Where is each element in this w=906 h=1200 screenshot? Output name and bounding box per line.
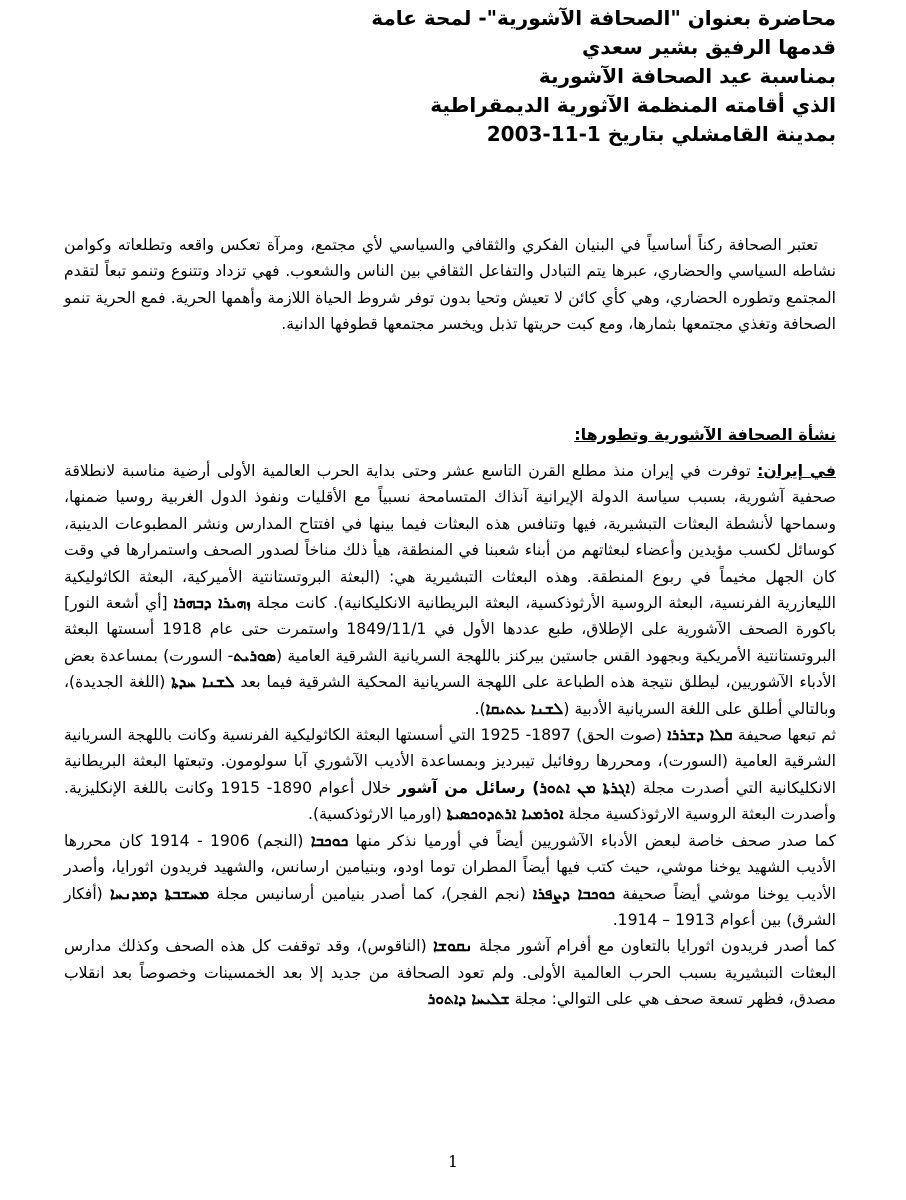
intro-paragraph: تعتبر الصحافة ركناً أساسياً في البنيان الفكري والثقافي والسياسي لأي مجتمع، ومرآة تعكس واقعه وتطلعاته وكوامن نشاطه السياسي والحضاري، عبرها يتم التبادل والتفاعل الثقافي بين الناس والشعوب. فهي تزداد وتتنوع وتنمو تبعاً لتقدم المجتمع وتطوره الحضاري، وهي كأي كائن لا تعيش وتحيا بدون توفر شروط الحياة اللازمة وأهمها الحرية. فمع الحرية تنمو الصحافة وتغذي مجتمعها بثمارها، ومع كبت حريتها تذبل ويخسر مجتمعها قطوفها الدانية. [64, 236, 836, 334]
syriac-title-eastern-thoughts: ܡܚܫܒܬܐ ܕܡܕܢܚܐ [109, 883, 210, 903]
syriac-title-shliha: ܫܠܝܚܐ ܕܐܬܘܪ [427, 989, 510, 1009]
syriac-title-letters-from-assyria: ܐܓܪܬܐ ܡܢ ܐܬܘܪ [539, 777, 630, 797]
lecture-title: محاضرة بعنوان "الصحافة الآشورية"- لمحة عامة [371, 6, 836, 30]
lecture-presenter: قدمها الرفيق بشير سعدي [581, 35, 836, 59]
syriac-title-kokhva: ܟܘܟܒܐ [310, 830, 349, 850]
syriac-title-kokhva-dsafra: ܟܘܟܒܐ ܕܨܦܪܐ [532, 883, 616, 903]
syriac-title-zahrire: ܙܗܝܪܐ ܕܒܗܪܐ [173, 593, 251, 613]
section-heading: نشأة الصحافة الآشورية وتطورها: [574, 425, 836, 444]
lecture-date: بمدينة القامشلي بتاريخ 1-11-2003 [486, 122, 836, 146]
iran-paragraph-3: كما صدر صحف خاصة لبعض الأدباء الآشوريين أيضاً في أورميا نذكر منها ܟܘܟܒܐ (النجم) 1906 - 1914 كان محررها الأديب الشهيد يوخنا موشي، حيث كتب فيها أيضاً المطران توما اودو، وبنيامين ارسانس، والشهيد فريدون اثورايا، وأصدر الأديب يوخنا موشي أيضاً صحيفة ܟܘܟܒܐ ܕܨܦܪܐ (نجم الفجر)، كما أصدر بنيامين أرسانيس مجلة ܡܚܫܒܬܐ ܕܡܕܢܚܐ (أفكار الشرق) بين أعوام 1913 – 1914. [64, 830, 837, 929]
page-number: 1 [447, 1152, 459, 1171]
lecture-occasion: بمناسبة عيد الصحافة الآشورية [538, 64, 836, 88]
lecture-organizer: الذي أقامته المنظمة الآثورية الديمقراطية [430, 93, 836, 117]
lecture-header [371, 4, 836, 149]
syriac-term-soureth: ܣܘܪܝܬ [233, 645, 277, 665]
syriac-title-naqusha: ܢܩܘܫܐ [433, 936, 473, 956]
iran-paragraph-2: ثم تبعها صحيفة ܩܠܐ ܕܫܪܪܐ (صوت الحق) 1897- 1925 التي أسستها البعثة الكاثوليكية الفرنسية وكانت باللهجة السريانية الشرقية العامية (السورت)، ومحررها روفائيل تيبرديز وبمساعدة الأديب الآشوري آبا سولومون. وتبعتها البعثة البريطانية الانكليكانية التي أصدرت مجلة (ܐܓܪܬܐ ܡܢ ܐܬܘܪ) رسائل من آشور خلال أعوام 1890- 1915 وكانت باللغة الإنكليزية. وأصدرت البعثة الروسية الارثوذكسية مجلة ܐܘܪܡܝܐ ܐܪܬܕܘܟܣܝܬܐ (اورميا الارثوذكسية). [64, 725, 837, 824]
iran-section [64, 458, 836, 1013]
syriac-term-new-language: ܠܫܢܐ ܚܕܬܐ [171, 672, 235, 692]
iran-paragraph-4: كما أصدر فريدون اثورايا بالتعاون مع أفرام آشور مجلة ܢܩܘܫܐ (الناقوس)، وقد توقفت كل هذه الصحف وكذلك مدارس البعثات التبشيرية بسبب الحرب العالمية الأولى. ولم تعود الصحافة من جديد إلا بعد الخمسينات وخصوصاً بعد انقلاب مصدق، فظهر تسعة صحف هي على التوالي: مجلة ܫܠܝܚܐ ܕܐܬܘܪ [64, 936, 836, 1009]
syriac-title-qala-dshrara: ܩܠܐ ܕܫܪܪܐ [667, 725, 733, 745]
iran-paragraph-1: في إيران: توفرت في إيران منذ مطلع القرن التاسع عشر وحتى بداية الحرب العالمية الأولى أرضية مناسبة لانطلاقة صحفية آشورية، بسبب سياسة الدولة الإيرانية آنذاك المتسامحة نسبياً مع الأقليات ونفوذ الدول الغربية روسيا ضمنها، وسماحها لأنشطة البعثات التبشيرية، فيها وتنافس هذه البعثات فيما بينها في افتتاح المدارس ونشر المطبوعات الدينية، كوسائل لكسب مؤيدين وأعضاء لبعثاتهم من أبناء شعبنا في المنطقة، هيأ ذلك مناخاً لصدور الصحف واستمرارها في وقت كان الجهل مخيماً في ربوع المنطقة. وهذه البعثات التبشيرية هي: (البعثة البروتستانتية الأميركية، البعثة الكاثوليكية الليعازرية الفرنسية، البعثة الروسية الأرثوذكسية، البعثة البريطانية الانكليكانية). كانت مجلة ܙܗܝܪܐ ܕܒܗܪܐ [أي أشعة النور] باكورة الصحف الآشورية على الإطلاق، طبع عددها الأول في 1849/11/1 واستمرت حتى عام 1918 أسستها البعثة البروتستانتية الأمريكية وبجهود القس جاستين بيركنز باللهجة السريانية الشرقية العامية (ܣܘܪܝܬ- السورت) بمساعدة بعض الأدباء الآشوريين، ليطلق نتيجة هذه الطباعة على اللهجة السريانية المحكية الشرقية فيما بعد ܠܫܢܐ ܚܕܬܐ (اللغة الجديدة)، وبالتالي أطلق على اللغة السريانية الأدبية (ܠܫܢܐ ܥܬܝܩܐ). [64, 462, 836, 718]
syriac-title-orthodox-urmia: ܐܘܪܡܝܐ ܐܪܬܕܘܟܣܝܬܐ [446, 804, 564, 824]
iran-label: في إيران: [757, 462, 836, 480]
syriac-term-old-language: ܠܫܢܐ ܥܬܝܩܐ [485, 698, 564, 718]
